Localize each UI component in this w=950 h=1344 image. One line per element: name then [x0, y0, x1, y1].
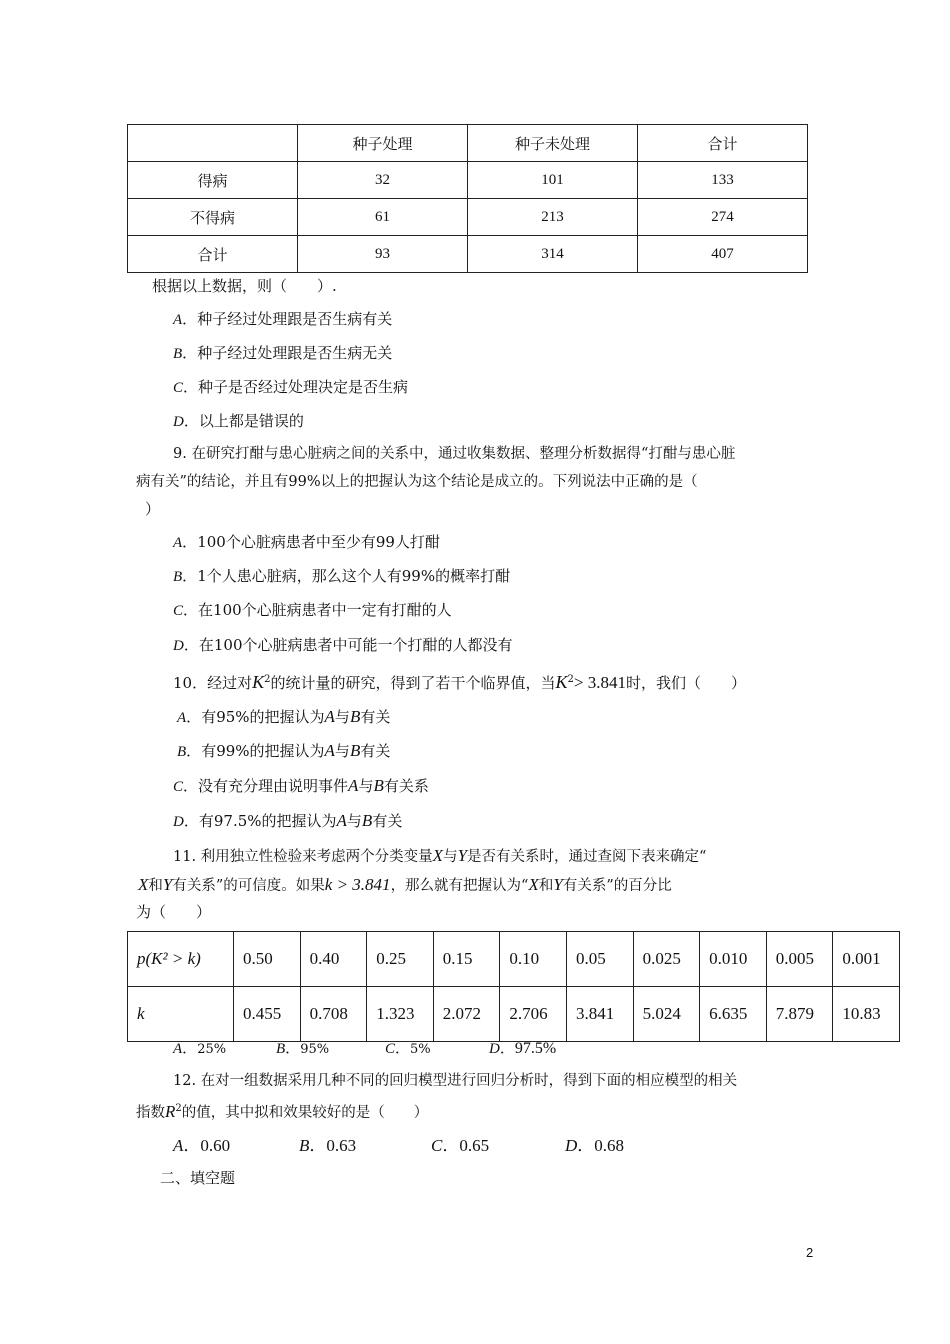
q11-line-2	[138, 875, 672, 896]
row-label-k: k	[128, 987, 234, 1042]
table-cell: 0.025	[633, 932, 700, 987]
q10-option-d: D．有97.5%的把握认为A与B有关	[173, 811, 403, 830]
q11-line-3: 为（ ）	[136, 903, 212, 921]
option-letter: D	[173, 814, 184, 830]
option-letter: B	[177, 744, 187, 760]
table-row	[128, 199, 808, 236]
option-text: 97.5%	[514, 1040, 557, 1057]
table-cell: 0.40	[300, 932, 367, 987]
q12-text: 的值，其中拟和效果较好的是（ ）	[181, 1104, 429, 1121]
q10-option-c: C．没有充分理由说明事件A与B有关系	[173, 776, 429, 795]
table-cell: 101	[467, 162, 637, 199]
table-cell: 2.706	[500, 987, 567, 1042]
math-var-b: B	[373, 776, 384, 795]
q9-line-3: ）	[145, 500, 161, 518]
option-text: 0.63	[326, 1136, 357, 1155]
table-cell: 0.50	[234, 932, 301, 987]
option-text: 0.60	[200, 1136, 231, 1155]
math-sup: 2	[567, 674, 574, 685]
option-text: 种子是否经过处理决定是否生病	[198, 378, 409, 396]
math-var-a: A	[336, 811, 347, 830]
q11-text: ，那么就有把握认为“	[390, 878, 529, 894]
option-text: 有97.5%的把握认为	[198, 812, 337, 830]
q11-line-1	[173, 846, 706, 867]
option-text: 1个人患心脏病，那么这个人有99%的概率打酣	[197, 567, 511, 585]
math-var-x: X	[138, 875, 149, 894]
math-sup: 2	[264, 674, 271, 685]
table-cell: 0.010	[700, 932, 767, 987]
option-text: 与	[334, 742, 350, 760]
q9-line-2: 病有关”的结论，并且有99%以上的把握认为这个结论是成立的。下列说法中正确的是（	[136, 474, 698, 490]
math-condition: k > 3.841	[324, 875, 391, 894]
q12-option-b: B．0.63	[299, 1136, 357, 1156]
q11-text: 有关系”的百分比	[562, 878, 672, 894]
option-text: 0.68	[594, 1136, 625, 1155]
q8-option-a: A．种子经过处理跟是否生病有关	[173, 310, 393, 328]
q11-option-c: C．5%	[385, 1039, 431, 1057]
table-row	[128, 236, 808, 273]
q10-text: 时，我们（ ）	[625, 674, 746, 692]
option-text: 有95%的把握认为	[201, 708, 325, 726]
math-var-k: K	[555, 672, 568, 692]
critical-value-table	[127, 931, 900, 1042]
math-var-a: A	[324, 741, 335, 760]
table-row	[128, 162, 808, 199]
q12-line-2	[136, 1099, 428, 1123]
q9-line-1: 9. 在研究打酣与患心脏病之间的关系中，通过收集数据、整理分析数据得“打酣与患心脏	[173, 446, 736, 462]
table-header-row	[128, 125, 808, 162]
option-letter: A	[173, 535, 183, 551]
option-text: 与	[358, 777, 374, 795]
option-text: 25%	[197, 1042, 227, 1057]
q11-text: 和	[148, 878, 163, 894]
option-text: 在100个心脏病患者中可能一个打酣的人都没有	[198, 636, 513, 654]
option-text: 有99%的把握认为	[201, 742, 325, 760]
table-cell: 314	[467, 236, 637, 273]
table-header-cell: 种子处理	[297, 125, 467, 162]
table-cell: 0.708	[300, 987, 367, 1042]
q9-option-a: A．100个心脏病患者中至少有99人打酣	[173, 533, 440, 551]
seed-treatment-table	[127, 124, 808, 273]
table-cell: 0.005	[766, 932, 833, 987]
table-header-cell	[128, 125, 298, 162]
row-label-p: p(K² > k)	[128, 932, 234, 987]
option-text: 与	[346, 812, 362, 830]
table-cell: 0.15	[433, 932, 500, 987]
option-text: 0.65	[459, 1136, 490, 1155]
math-var-b: B	[349, 741, 361, 760]
q12-text: 指数	[136, 1104, 165, 1121]
option-text: 以上都是错误的	[198, 412, 304, 430]
q11-text: 与	[443, 849, 458, 865]
option-letter: D	[489, 1041, 500, 1057]
q11-text: 有关系”的可信度。如果	[172, 878, 325, 894]
math-var-x: X	[432, 846, 444, 865]
q8-stem: 根据以上数据，则（ ）.	[152, 277, 337, 295]
q9-option-d: D．在100个心脏病患者中可能一个打酣的人都没有	[173, 636, 513, 654]
option-letter: B	[276, 1041, 286, 1057]
table-cell: 得病	[128, 162, 298, 199]
math-var-a: A	[348, 776, 359, 795]
option-text: 在100个心脏病患者中一定有打酣的人	[198, 601, 452, 619]
math-var-y: Y	[553, 875, 563, 894]
q8-option-b: B．种子经过处理跟是否生病无关	[173, 344, 393, 362]
q12-option-a: A．0.60	[173, 1136, 231, 1156]
table-cell: 61	[297, 199, 467, 236]
option-text: 种子经过处理跟是否生病有关	[197, 310, 393, 328]
table-cell: 6.635	[700, 987, 767, 1042]
q9-option-b: B．1个人患心脏病，那么这个人有99%的概率打酣	[173, 567, 511, 585]
option-text: 95%	[300, 1042, 330, 1057]
q11-option-a: A．25%	[173, 1039, 227, 1057]
option-text: 有关系	[383, 777, 429, 795]
q12-option-c: C．0.65	[431, 1136, 490, 1156]
table-cell: 213	[467, 199, 637, 236]
option-text: 有关	[360, 742, 391, 760]
q10-text: 10．经过对	[173, 674, 253, 692]
q10-option-a: A．有95%的把握认为A与B有关	[177, 707, 391, 726]
option-letter: C	[173, 603, 184, 619]
option-letter: A	[173, 1136, 184, 1155]
table-cell: 不得病	[128, 199, 298, 236]
q10-option-b: B．有99%的把握认为A与B有关	[177, 741, 391, 760]
option-letter: D	[565, 1136, 578, 1155]
q11-text: 是否有关系时，通过查阅下表来确定“	[467, 849, 707, 865]
table-cell: 1.323	[367, 987, 434, 1042]
page-number: 2	[806, 1245, 814, 1260]
table-cell: 93	[297, 236, 467, 273]
q9-option-c: C．在100个心脏病患者中一定有打酣的人	[173, 601, 452, 619]
table-header-cell: 种子未处理	[467, 125, 637, 162]
table-cell: 133	[637, 162, 807, 199]
math-var-k: K	[252, 672, 265, 692]
table-row-k	[128, 987, 900, 1042]
option-letter: B	[173, 346, 183, 362]
table-cell: 3.841	[566, 987, 633, 1042]
section-heading: 二、填空题	[160, 1169, 236, 1187]
table-cell: 0.001	[833, 932, 900, 987]
table-cell: 合计	[128, 236, 298, 273]
math-var-y: Y	[457, 846, 468, 865]
option-text: 与	[334, 708, 350, 726]
option-letter: D	[173, 638, 184, 654]
table-cell: 0.10	[500, 932, 567, 987]
q12-line-1: 12. 在对一组数据采用几种不同的回归模型进行回归分析时，得到下面的相应模型的相关	[173, 1073, 738, 1089]
table-cell: 0.25	[367, 932, 434, 987]
option-letter: C	[431, 1136, 443, 1155]
option-letter: B	[299, 1136, 310, 1155]
q10-text: 的统计量的研究，得到了若干个临界值，当	[270, 674, 556, 692]
table-cell: 0.05	[566, 932, 633, 987]
math-var-x: X	[528, 875, 539, 894]
table-cell: 2.072	[433, 987, 500, 1042]
option-text: 没有充分理由说明事件	[198, 777, 349, 795]
table-cell: 274	[637, 199, 807, 236]
table-cell: 10.83	[833, 987, 900, 1042]
q11-text: 11. 利用独立性检验来考虑两个分类变量	[173, 849, 433, 865]
table-header-cell: 合计	[637, 125, 807, 162]
option-text: 有关	[360, 708, 391, 726]
option-letter: A	[173, 1041, 183, 1057]
math-var-b: B	[349, 707, 361, 726]
q10-stem	[173, 670, 746, 693]
option-letter: C	[173, 779, 184, 795]
q11-option-b: B．95%	[276, 1039, 330, 1057]
option-text: 100个心脏病患者中至少有99人打酣	[197, 533, 440, 551]
table-cell: 32	[297, 162, 467, 199]
math-var-y: Y	[162, 875, 173, 894]
table-cell: 7.879	[766, 987, 833, 1042]
option-letter: A	[173, 312, 183, 328]
option-letter: C	[173, 380, 184, 396]
q8-option-d: D．以上都是错误的	[173, 412, 304, 430]
q8-option-c: C．种子是否经过处理决定是否生病	[173, 378, 409, 396]
option-text: 种子经过处理跟是否生病无关	[197, 344, 393, 362]
table-cell: 407	[637, 236, 807, 273]
table-row-p	[128, 932, 900, 987]
math-sup: 2	[175, 1103, 182, 1114]
table-cell: 5.024	[633, 987, 700, 1042]
table-cell: 0.455	[234, 987, 301, 1042]
option-letter: D	[173, 414, 184, 430]
option-letter: A	[177, 710, 187, 726]
math-var-r: R	[165, 1101, 176, 1121]
q12-option-d: D．0.68	[565, 1136, 625, 1156]
math-threshold: > 3.841	[573, 673, 626, 692]
q11-option-d: D．97.5%	[489, 1039, 557, 1057]
math-var-b: B	[361, 811, 373, 830]
math-var-a: A	[324, 707, 335, 726]
option-text: 5%	[410, 1042, 431, 1057]
q11-text: 和	[538, 878, 554, 894]
option-letter: C	[385, 1041, 396, 1057]
option-text: 有关	[372, 812, 403, 830]
option-letter: B	[173, 569, 183, 585]
